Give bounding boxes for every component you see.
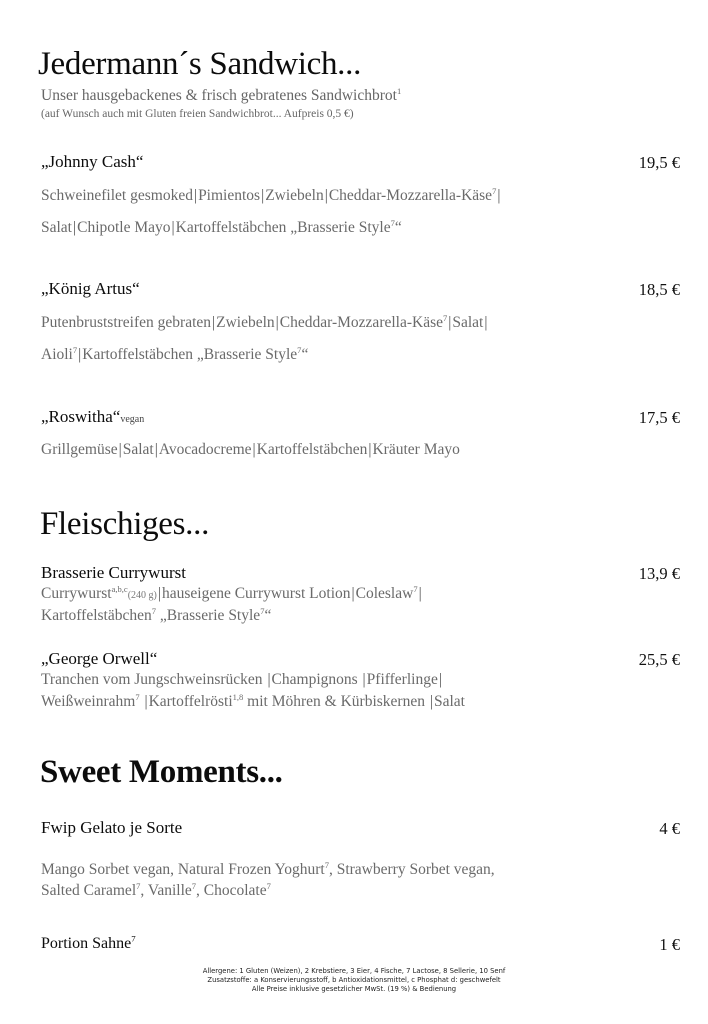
item-desc-george-orwell-line1: Tranchen vom Jungschweinsrücken |Champignons |Pfifferlinge| (41, 671, 442, 688)
footer-allergens: Allergene: 1 Gluten (Weizen), 2 Krebstiere, 3 Eier, 4 Fische, 7 Lactose, 8 Sellerie, 10 Senf (202, 967, 506, 975)
item-desc-gelato-line2: Salted Caramel$^7$, Vanille$^7$, Chocolate$^7$ (41, 880, 271, 899)
item-price-portion-sahne: 1 € (659, 935, 680, 954)
item-desc-koenig-artus-line2: Aioli$^7$|Kartoffelstäbchen „Brasserie Style$^7$“ (41, 344, 309, 363)
footer-prices-note: Alle Preise inklusive gesetzlicher MwSt. (19 %) & Bedienung (251, 985, 457, 993)
item-desc-johnny-cash-line1: Schweinefilet gesmoked|Pimientos|Zwiebeln|Cheddar-Mozzarella-Käse$^7$| (41, 185, 501, 204)
item-name-currywurst: Brasserie Currywurst (41, 563, 186, 582)
item-price-george-orwell: 25,5 € (638, 650, 680, 669)
item-name-fwip-gelato: Fwip Gelato je Sorte (41, 818, 183, 837)
item-name-george-orwell: „George Orwell“ (41, 649, 158, 668)
item-name-roswitha: „Roswitha“vegan (41, 407, 145, 426)
item-desc-johnny-cash-line2: Salat|Chipotle Mayo|Kartoffelstäbchen „Brasserie Style$^7$“ (41, 217, 402, 236)
item-price-fwip-gelato: 4 € (659, 819, 680, 838)
item-name-portion-sahne: Portion Sahne$^7$ (41, 933, 136, 952)
section-title-sweet-moments: Sweet Moments... (40, 754, 283, 790)
item-desc-currywurst-line1: Currywurst$^{a,b,c}$(240 g)|hauseigene Currywurst Lotion|Coleslaw$^7$| (41, 583, 422, 602)
item-desc-roswitha: Grillgemüse|Salat|Avocadocreme|Kartoffelstäbchen|Kräuter Mayo (41, 441, 460, 458)
item-desc-gelato-line1: Mango Sorbet vegan, Natural Frozen Yoghurt$^7$, Strawberry Sorbet vegan, (41, 859, 495, 878)
item-price-johnny-cash: 19,5 € (638, 153, 680, 172)
item-price-koenig-artus: 18,5 € (638, 280, 680, 299)
sandwich-subtitle: Unser hausgebackenes & frisch gebratenes Sandwichbrot$^1$ (41, 85, 402, 104)
section-title-sandwich: Jedermann´s Sandwich... (38, 46, 362, 82)
item-name-koenig-artus: „König Artus“ (41, 279, 140, 298)
gluten-free-note: (auf Wunsch auch mit Gluten freien Sandwichbrot... Aufpreis 0,5 €) (41, 108, 354, 120)
vegan-tag: vegan (120, 414, 145, 425)
item-desc-koenig-artus-line1: Putenbruststreifen gebraten|Zwiebeln|Cheddar-Mozzarella-Käse$^7$|Salat| (41, 312, 488, 331)
footer-additives: Zusatzstoffe: a Konservierungsstoff, b Antioxidationsmittel, c Phosphat d: geschwefelt (207, 976, 501, 984)
allergen-footer (0, 967, 708, 994)
item-desc-currywurst-line2: Kartoffelstäbchen$^7$ „Brasserie Style$^7$“ (41, 605, 272, 624)
item-price-currywurst: 13,9 € (638, 564, 680, 583)
section-title-fleischiges: Fleischiges... (40, 506, 210, 542)
item-name-johnny-cash: „Johnny Cash“ (41, 152, 144, 171)
item-desc-george-orwell-line2: Weißweinrahm$^7$ |Kartoffelrösti$^{1,8}$ mit Möhren & Kürbiskernen |Salat (41, 691, 465, 710)
item-price-roswitha: 17,5 € (638, 408, 680, 427)
